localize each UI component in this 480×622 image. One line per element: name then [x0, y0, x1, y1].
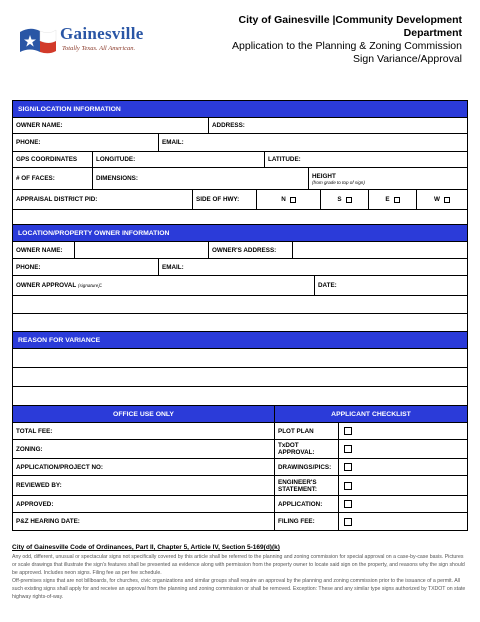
owner-email-field[interactable]: EMAIL:: [162, 263, 184, 271]
header-department: City of Gainesville |Community Development: [238, 14, 462, 26]
variance-line: [13, 349, 467, 368]
checklist-item-label: APPLICATION:: [275, 496, 339, 512]
address-field[interactable]: ADDRESS:: [212, 122, 245, 129]
checklist-checkbox-cell[interactable]: [339, 440, 467, 458]
checklist-item-label: TxDOT APPROVAL:: [275, 440, 339, 458]
west-option[interactable]: W: [417, 190, 467, 209]
office-row: [13, 459, 467, 476]
office-row: [13, 496, 467, 513]
checkbox-icon[interactable]: [344, 482, 352, 490]
office-row: [13, 513, 467, 530]
checklist-checkbox-cell[interactable]: [339, 476, 467, 495]
application-form: [12, 100, 468, 531]
office-row: [13, 440, 467, 459]
logo-name: Gainesville: [60, 24, 144, 43]
pid-field[interactable]: APPRAISAL DISTRICT PID:: [13, 190, 193, 209]
phone-field[interactable]: PHONE:: [13, 134, 159, 151]
checkbox-icon[interactable]: [344, 500, 352, 508]
header-application-title: Application to the Planning & Zoning Commission: [232, 40, 462, 52]
checkbox-icon[interactable]: [344, 427, 352, 435]
city-logo: [18, 20, 148, 62]
header-title-block: [162, 14, 462, 66]
sign-owner-row: [13, 118, 467, 134]
north-option[interactable]: N: [257, 190, 321, 209]
property-owner-name-label: OWNER NAME:: [13, 242, 75, 258]
checklist-item-label: ENGINEER'S STATEMENT:: [275, 476, 339, 495]
checklist-checkbox-cell[interactable]: [339, 513, 467, 530]
checkbox-icon[interactable]: [346, 197, 352, 203]
blank-row: [13, 296, 467, 314]
owner-section-header-row: [13, 225, 467, 242]
office-field[interactable]: REVIEWED BY:: [13, 476, 275, 495]
office-field[interactable]: TOTAL FEE:: [13, 423, 275, 439]
property-owner-contact-row: [13, 259, 467, 276]
variance-line: [13, 387, 467, 406]
checkbox-icon[interactable]: [344, 445, 352, 453]
faces-row: [13, 168, 467, 190]
sign-section-header-row: [13, 101, 467, 118]
checkbox-icon[interactable]: [290, 197, 296, 203]
ordinance-notice: [12, 544, 468, 601]
owner-address-label: OWNER'S ADDRESS:: [209, 242, 293, 258]
sign-contact-row: [13, 134, 467, 152]
ordinance-paragraph-2: Off-premises signs that are not billboards, for churches, civic organizations and similar groups shall require an approval by the planning and zoning commission prior to the issuance of a permit. All such existing signs shall apply for and receive an approval from the planning and zoning commission or shall be removed. Exception: These and any similar type signs authorized by TXDOT on state highway rights-of-way.: [12, 578, 466, 600]
sign-section-title: SIGN/LOCATION INFORMATION: [13, 101, 467, 117]
owner-address-input[interactable]: [293, 242, 467, 258]
ordinance-title: City of Gainesville Code of Ordinances, Part II, Chapter 5, Article IV, Section 5-169(d)(k): [12, 544, 280, 551]
email-field[interactable]: EMAIL:: [162, 139, 184, 146]
owner-approval-field[interactable]: OWNER APPROVAL (signature) :: [13, 276, 315, 295]
office-use-title: OFFICE USE ONLY: [13, 406, 275, 422]
variance-line: [13, 368, 467, 387]
office-row: [13, 476, 467, 496]
checklist-checkbox-cell[interactable]: [339, 496, 467, 512]
checklist-item-label: FILING FEE:: [275, 513, 339, 530]
checklist-checkbox-cell[interactable]: [339, 459, 467, 475]
side-of-hwy-label: SIDE OF HWY:: [193, 190, 257, 209]
checklist-checkbox-cell[interactable]: [339, 423, 467, 439]
property-owner-name-input[interactable]: [75, 242, 209, 258]
header-form-type: Sign Variance/Approval: [353, 53, 462, 65]
variance-section-header-row: [13, 332, 467, 349]
checkbox-icon[interactable]: [394, 197, 400, 203]
blank-row: [13, 210, 467, 225]
office-field[interactable]: P&Z HEARING DATE:: [13, 513, 275, 530]
checkbox-icon[interactable]: [444, 197, 450, 203]
south-option[interactable]: S: [321, 190, 369, 209]
office-field[interactable]: APPLICATION/PROJECT NO:: [13, 459, 275, 475]
owner-approval-row: [13, 276, 467, 296]
pid-row: [13, 190, 467, 210]
height-field[interactable]: HEIGHT (from grade to top of sign): [312, 172, 365, 185]
checklist-item-label: DRAWINGS/PICS:: [275, 459, 339, 475]
longitude-field[interactable]: LONGITUDE:: [93, 152, 265, 167]
office-field[interactable]: APPROVED:: [13, 496, 275, 512]
checkbox-icon[interactable]: [344, 463, 352, 471]
logo-tagline: Totally Texas. All American.: [62, 45, 136, 52]
page-header: [14, 14, 464, 74]
latitude-field[interactable]: LATITUDE:: [268, 156, 301, 163]
owner-approval-date-field[interactable]: DATE:: [318, 282, 337, 289]
header-department-2: Department: [403, 27, 462, 39]
office-field[interactable]: ZONING:: [13, 440, 275, 458]
gps-row: [13, 152, 467, 168]
checklist-item-label: PLOT PLAN: [275, 423, 339, 439]
checkbox-icon[interactable]: [344, 518, 352, 526]
blank-row: [13, 314, 467, 332]
property-owner-row: [13, 242, 467, 259]
owner-phone-field[interactable]: PHONE:: [13, 259, 159, 275]
dimensions-field[interactable]: DIMENSIONS:: [93, 168, 309, 189]
applicant-checklist-title: APPLICANT CHECKLIST: [275, 406, 467, 422]
owner-section-title: LOCATION/PROPERTY OWNER INFORMATION: [13, 225, 467, 241]
gps-label: GPS COORDINATES: [13, 152, 93, 167]
faces-field[interactable]: # OF FACES:: [13, 168, 93, 189]
ordinance-paragraph-1: Any odd, different, unusual or spectacular signs not specifically covered by this article shall be referred to the planning and zoning commission for special approval on a case-by-case basis. Pictures or scale drawings that illustrate the sign's features shall be presented as evidence along with permission from the property owner to locate said sign on the property, and reasons why the sign should be approved. Includes neon signs. Filing fee as per fee schedule.: [12, 554, 465, 576]
office-rows: [13, 423, 467, 530]
texas-flag-icon: [18, 24, 58, 58]
owner-name-field[interactable]: OWNER NAME:: [13, 118, 209, 133]
variance-section-title: REASON FOR VARIANCE: [13, 332, 467, 348]
east-option[interactable]: E: [369, 190, 417, 209]
office-row: [13, 423, 467, 440]
office-header-row: [13, 406, 467, 423]
